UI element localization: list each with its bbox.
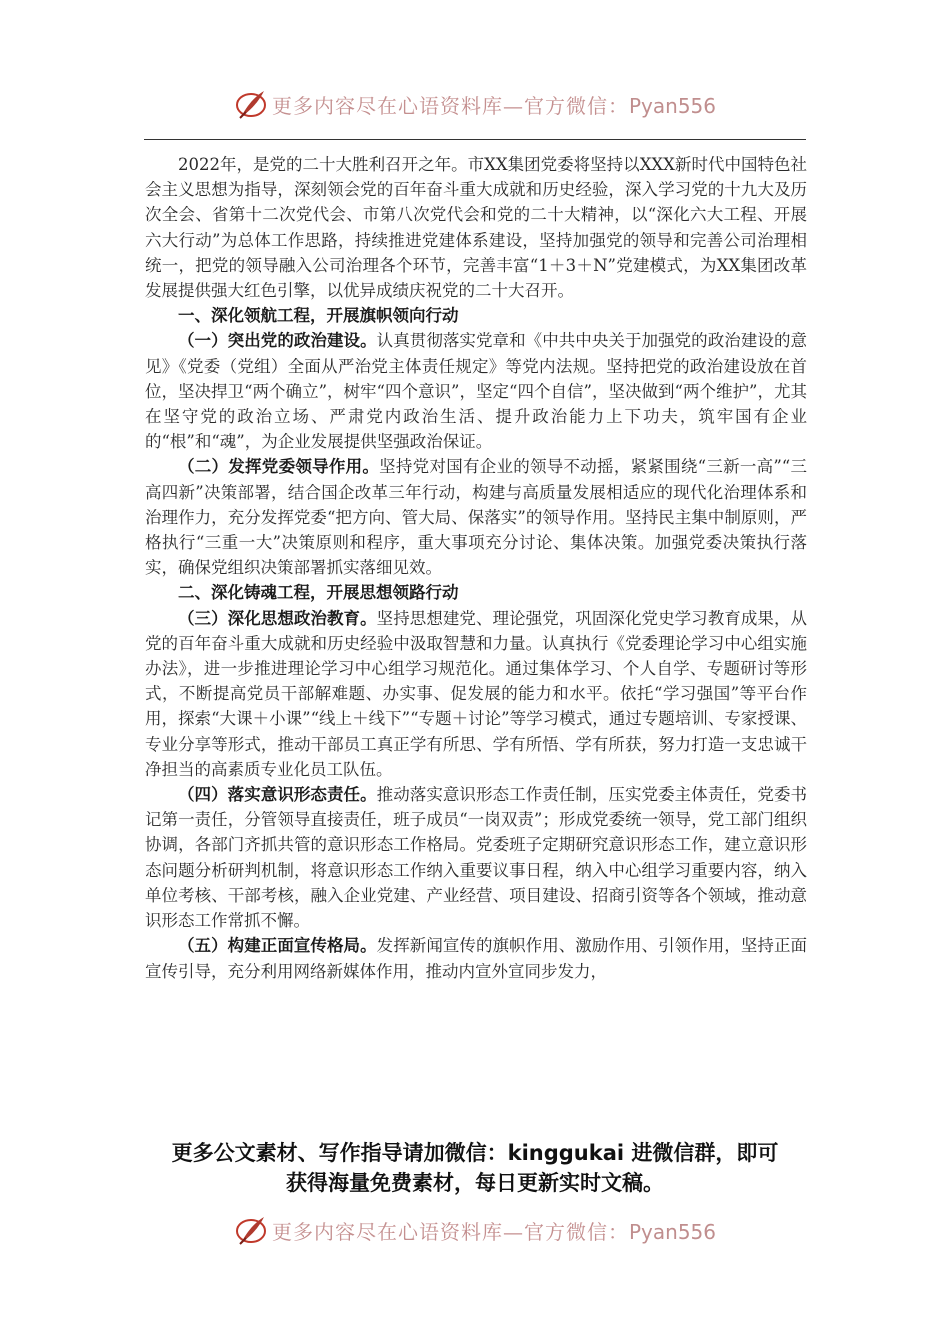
header-banner-text xyxy=(272,90,716,119)
feather-pen-logo-icon xyxy=(234,1213,268,1247)
item-5-text: 发挥新闻宣传的旗帜作用、激励作用、引领作用，坚持正面宣传引导，充分利用网络新媒体作用，推动内宣外宣同步发力， xyxy=(145,936,808,981)
document-body xyxy=(145,152,807,984)
header-divider xyxy=(144,139,806,140)
header-banner-main: 更多内容尽在心语资料库—官方微信： xyxy=(271,93,629,118)
footer-banner-text xyxy=(272,1216,716,1245)
footer-banner-id: Pyan556 xyxy=(628,1219,716,1244)
item-3-paragraph xyxy=(145,606,807,782)
header-banner-id: Pyan556 xyxy=(628,93,716,118)
footer-banner-main: 更多内容尽在心语资料库—官方微信： xyxy=(271,1219,629,1244)
promo-line-1: 更多公文素材、写作指导请加微信：kinggukai 进微信群，即可 xyxy=(171,1141,779,1165)
promo-notice xyxy=(0,1138,950,1198)
item-4-text: 推动落实意识形态工作责任制，压实党委主体责任，党委书记第一责任，分管领导直接责任，班子成员“一岗双责”；形成党委统一领导，党工部门组织协调，各部门齐抓共管的意识形态工作格局。党委班子定期研究意识形态工作，建立意识形态问题分析研判机制，将意识形态工作纳入重要议事日程，纳入中心组学习重要内容，纳入单位考核、干部考核，融入企业党建、产业经营、项目建设、招商引资等各个领域，推动意识形态工作常抓不懈。 xyxy=(145,785,808,931)
promo-line-2: 获得海量免费素材，每日更新实时文稿。 xyxy=(286,1171,664,1195)
feather-pen-logo-icon xyxy=(234,87,268,121)
item-3-text: 坚持思想建党、理论强党，巩固深化党史学习教育成果，从党的百年奋斗重大成就和历史经验中汲取智慧和力量。认真执行《党委理论学习中心组实施办法》，进一步推进理论学习中心组学习规范化。通过集体学习、个人自学、专题研讨等形式，不断提高党员干部解难题、办实事、促发展的能力和水平。依托“学习强国”等平台作用，探索“大课＋小课”“线上＋线下”“专题＋讨论”等学习模式，通过专题培训、专家授课、专业分享等形式，推动干部员工真正学有所思、学有所悟、学有所获，努力打造一支忠诚干净担当的高素质专业化员工队伍。 xyxy=(145,608,808,779)
item-2-text: 坚持党对国有企业的领导不动摇，紧紧围绕“三新一高”“三高四新”决策部署，结合国企改革三年行动，构建与高质量发展相适应的现代化治理体系和治理作力，充分发挥党委“把方向、管大局、保落实”的领导作用。坚持民主集中制原则，严格执行“三重一大”决策原则和程序，重大事项充分讨论、集体决策。加强党委决策执行落实，确保党组织决策部署抓实落细见效。 xyxy=(145,457,808,578)
item-3-lead: （三）深化思想政治教育。 xyxy=(178,608,377,628)
item-1-text: 认真贯彻落实党章和《中共中央关于加强党的政治建设的意见》《党委（党组）全面从严治党主体责任规定》等党内法规。坚持把党的政治建设放在首位，坚决捍卫“两个确立”，树牢“四个意识”，坚定“四个自信”，坚决做到“两个维护”，尤其在坚守党的政治立场、严肃党内政治生活、提升政治能力上下功夫，筑牢国有企业的“根”和“魂”，为企业发展提供坚强政治保证。 xyxy=(145,331,808,452)
item-2-paragraph xyxy=(145,454,807,580)
item-5-paragraph xyxy=(145,933,807,983)
intro-paragraph: 2022年，是党的二十大胜利召开之年。市XX集团党委将坚持以XXX新时代中国特色社会主义思想为指导，深刻领会党的百年奋斗重大成就和历史经验，深入学习党的十九大及历次全会、省第十二次党代会、市第八次党代会和党的二十大精神，以“深化六大工程、开展六大行动”为总体工作思路，持续推进党建体系建设，坚持加强党的领导和完善公司治理相统一，把党的领导融入公司治理各个环节，完善丰富“1＋3＋N”党建模式，为XX集团改革发展提供强大红色引擎，以优异成绩庆祝党的二十大召开。 xyxy=(145,155,807,301)
item-4-paragraph xyxy=(145,782,807,933)
item-1-lead: （一）突出党的政治建设。 xyxy=(178,331,377,351)
item-4-lead: （四）落实意识形态责任。 xyxy=(178,785,377,805)
item-1-paragraph xyxy=(145,328,807,454)
section-2-heading: 二、深化铸魂工程，开展思想领路行动 xyxy=(178,583,459,603)
footer-banner xyxy=(0,1208,950,1252)
item-2-lead: （二）发挥党委领导作用。 xyxy=(178,457,380,477)
header-banner xyxy=(0,82,950,126)
section-1-heading: 一、深化领航工程，开展旗帜领向行动 xyxy=(178,306,459,326)
item-5-lead: （五）构建正面宣传格局。 xyxy=(178,936,377,956)
